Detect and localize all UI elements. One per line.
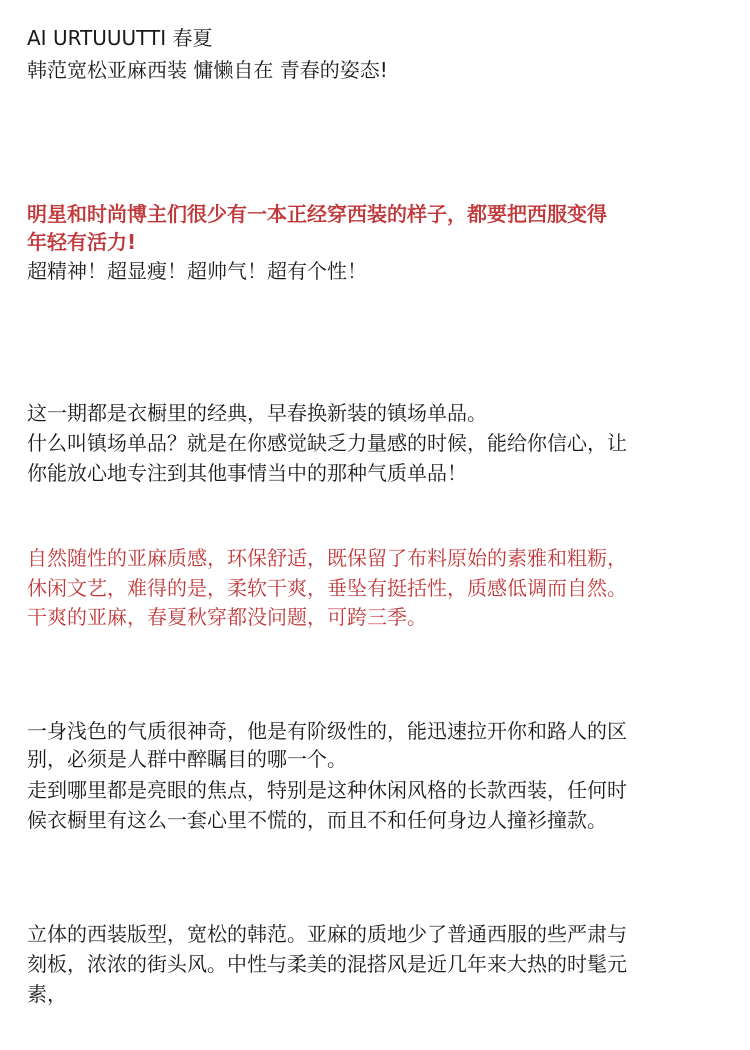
paragraph-line: 别，必须是人群中醉瞩目的哪一个。: [27, 747, 347, 771]
paragraph-line: 什么叫镇场单品？就是在你感觉缺乏力量感的时候，能给你信心，让: [27, 431, 627, 455]
red-paragraph-line: 自然随性的亚麻质感，环保舒适，既保留了布料原始的素雅和粗粝，: [27, 546, 627, 570]
paragraph-line: 这一期都是衣橱里的经典，早春换新装的镇场单品。: [27, 401, 487, 425]
red-paragraph-line: 干爽的亚麻，春夏秋穿都没问题，可跨三季。: [27, 605, 427, 629]
paragraph-line: 候衣橱里有这么一套心里不慌的，而且不和任何身边人撞衫撞款。: [27, 808, 607, 832]
paragraph-line: 立体的西装版型，宽松的韩范。亚麻的质地少了普通西服的些严肃与: [27, 922, 627, 946]
highlight-line-1: 明星和时尚博主们很少有一本正经穿西装的样子，都要把西服变得: [27, 202, 607, 226]
tagline: 超精神！超显瘦！超帅气！超有个性！: [27, 259, 367, 283]
red-paragraph-line: 休闲文艺，难得的是，柔软干爽，垂坠有挺括性，质感低调而自然。: [27, 576, 627, 600]
page-title: AI URTUUUTTI 春夏: [27, 26, 213, 50]
paragraph-line: 走到哪里都是亮眼的焦点，特别是这种休闲风格的长款西装，任何时: [27, 778, 627, 802]
page-subtitle: 韩范宽松亚麻西装 慵懒自在 青春的姿态!: [27, 58, 388, 82]
paragraph-line: 刻板，浓浓的街头风。中性与柔美的混搭风是近几年来大热的时髦元: [27, 952, 627, 976]
paragraph-line: 一身浅色的气质很神奇，他是有阶级性的，能迅速拉开你和路人的区: [27, 719, 627, 743]
highlight-line-2: 年轻有活力!: [27, 230, 137, 254]
paragraph-line: 素，: [27, 982, 67, 1006]
paragraph-line: 你能放心地专注到其他事情当中的那种气质单品！: [27, 461, 467, 485]
